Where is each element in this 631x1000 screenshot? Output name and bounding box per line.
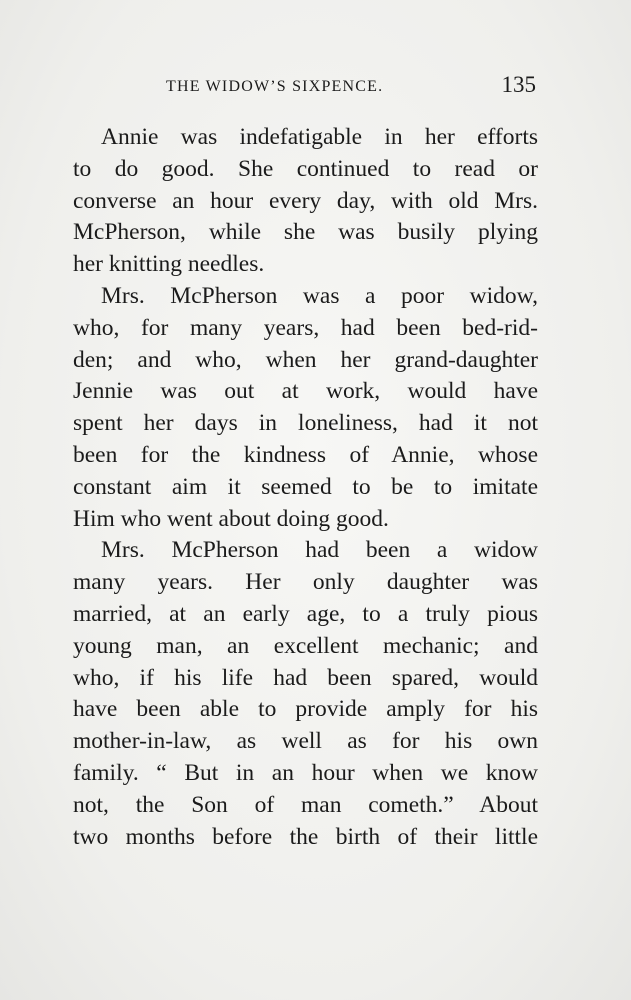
text-line: not, the Son of man cometh.” About xyxy=(73,791,538,818)
text-line: Mrs. McPherson had been a widow xyxy=(101,537,538,564)
text-line: spent her days in loneliness, had it not xyxy=(73,410,538,437)
text-line: converse an hour every day, with old Mrs. xyxy=(73,187,538,214)
text-line: who, for many years, had been bed-rid- xyxy=(73,314,538,341)
text-line: to do good. She continued to read or xyxy=(73,155,538,182)
running-head xyxy=(72,70,538,100)
text-line: den; and who, when her grand-daughter xyxy=(73,346,538,373)
text-line: been for the kindness of Annie, whose xyxy=(73,441,538,468)
text-line: married, at an early age, to a truly pious xyxy=(73,600,538,627)
text-line: family. “ But in an hour when we know xyxy=(73,759,538,786)
text-line: Him who went about doing good. xyxy=(73,505,389,532)
text-line: young man, an excellent mechanic; and xyxy=(73,632,538,659)
text-line: Annie was indefatigable in her efforts xyxy=(101,124,538,150)
text-line: many years. Her only daughter was xyxy=(73,569,538,596)
text-line: her knitting needles. xyxy=(73,251,265,278)
body-text xyxy=(73,122,538,853)
page-number: 135 xyxy=(501,72,536,97)
text-line: mother-in-law, as well as for his own xyxy=(73,728,538,755)
running-title: THE WIDOW’S SIXPENCE. xyxy=(166,78,384,95)
paragraph xyxy=(73,122,538,281)
text-line: two months before the birth of their little xyxy=(73,823,538,850)
paragraph xyxy=(73,281,538,535)
text-line: Mrs. McPherson was a poor widow, xyxy=(101,282,538,309)
text-line: McPherson, while she was busily plying xyxy=(73,219,538,246)
text-line: Jennie was out at work, would have xyxy=(73,378,538,405)
text-line: have been able to provide amply for his xyxy=(73,696,538,723)
text-line: constant aim it seemed to be to imitate xyxy=(73,473,538,500)
text-line: who, if his life had been spared, would xyxy=(73,664,538,691)
paragraph xyxy=(73,535,538,853)
